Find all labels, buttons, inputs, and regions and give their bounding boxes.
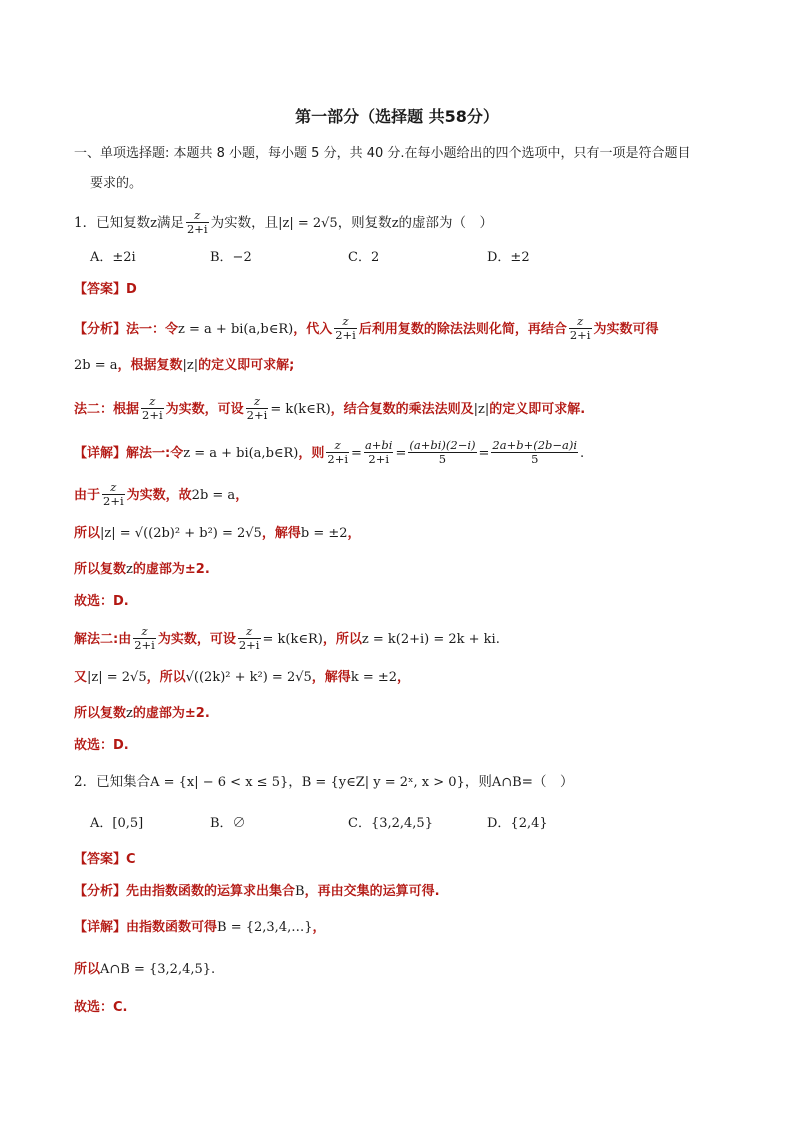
q1-detail-2c: 2b = a [191,488,236,503]
q1-ask2: 的虚部为（ ） [398,215,494,231]
q1-detail-frac2: $\frac{a+bi}{2+i}$ [364,438,393,466]
q1-m2-1e: z = k(2+i) = 2k + ki [361,632,496,647]
q2-option-d: D．{2,4} [487,816,548,831]
q1-analysis-3e: |z| [473,402,490,417]
q2-detail-a: 由指数函数可得 [126,920,218,935]
q2-analysis-tag: 【分析】 [74,884,127,899]
q2-option-b: B．∅ [210,816,246,831]
q1-detail-4b: z [126,562,133,577]
q1-detail-line2 [74,482,248,509]
q1-detail-frac1: $\frac{z}{2+i}$ [327,438,349,466]
q1-z: z [150,216,157,231]
q2-answer: 【答案】C [74,852,136,867]
q1-analysis-2b: ，根据复数 [117,358,183,373]
q2-detail2-b: A∩B = {3,2,4,5} [100,962,212,977]
q1-detail-eq3: = [478,446,490,461]
q1-detail-line3 [74,524,361,544]
q1-method2-line1 [74,626,500,653]
q1-option-a: A．±2i [90,250,136,265]
q1-option-c: C．2 [348,250,380,265]
q1-detail-line1 [74,440,584,467]
q1-analysis-2d: 的定义即可求解; [198,358,295,373]
q1-m2-2b: |z| = 2√5 [87,670,147,685]
q1-detail-eq1: = [351,446,362,461]
q1-detail-frac5: $\frac{z}{2+i}$ [103,480,124,508]
q1-detail-3d: b = ±2 [300,526,348,541]
q1-analysis-3b: 为实数，可设 [165,402,244,417]
q1-m2-1f: . [495,632,500,647]
q1-detail-3a: 所以 [74,526,101,541]
q1-option-b: B．−2 [210,250,252,265]
q2-ask: ，则 [464,774,492,790]
q1-detail-1a: 解法一:令 [126,446,184,461]
q1-m2-2e: ，解得 [311,670,351,685]
q1-pre: 1．已知复数 [74,215,151,231]
q2-option-a: A．[0,5] [90,816,144,831]
q1-detail-end: . [580,446,585,461]
q1-detail-2b: 为实数，故 [126,488,192,503]
q2-comma: ， [288,774,302,790]
q2-detail-tag: 【详解】 [74,920,127,935]
q2-detail-line1 [74,918,326,938]
q2-detail-c: ， [312,920,326,935]
q1-method2-line3 [74,704,210,724]
q1-analysis-3c: = k(k∈R) [270,402,331,417]
q1-analysis-line2 [74,356,294,376]
q1-post: 为实数，且 [210,215,279,231]
q1-analysis-3d: ，结合复数的乘法法则及 [330,402,474,417]
q1-analysis-frac3: $\frac{z}{2+i}$ [142,394,163,422]
q1-analysis-2c: |z| [182,358,199,373]
q1-detail-frac4: $\frac{2a+b+(2b-a)i}{5}$ [492,438,578,466]
q1-analysis-1b: z = a + bi(a,b∈R) [178,322,294,337]
q1-analysis-3a: 法二：根据 [74,402,140,417]
q1-analysis-1c: ，代入 [293,322,333,337]
q1-analysis-frac2: $\frac{z}{2+i}$ [569,314,591,342]
q1-m2-1b: 为实数，可设 [157,632,236,647]
q1-analysis-frac4: $\frac{z}{2+i}$ [246,394,268,422]
q1-analysis-line1 [74,316,659,343]
q1-m2-2f: k = ±2 [350,670,398,685]
q1-condition: |z| = 2√5 [278,216,338,231]
q1-analysis-2a: 2b = a [74,358,118,373]
q1-detail-4a: 所以复数 [74,562,127,577]
q2-analysis-c: ，再由交集的运算可得. [304,884,440,899]
q2-detail2-c: . [211,962,216,977]
q1-choose2: 故选：D. [74,738,129,753]
q1-detail-3b: |z| = √((2b)² + b²) = 2√5 [100,526,262,541]
q1-z2: z [391,216,399,231]
question-2 [74,772,573,793]
q1-ask: ，则复数 [337,215,392,231]
q1-m2-frac2: $\frac{z}{2+i}$ [238,624,260,652]
q1-detail-4c: 的虚部为±2. [132,562,210,577]
q2-detail-line2 [74,960,215,980]
q1-detail-2d: ， [235,488,249,503]
q1-choose: 故选：D. [74,594,129,609]
q1-analysis-tag: 【分析】 [74,322,127,337]
q1-m2-frac1: $\frac{z}{2+i}$ [134,624,155,652]
q1-detail-3e: ， [347,526,361,541]
q1-analysis-1d: 后利用复数的除法法则化简，再结合 [358,322,567,337]
q2-detail2-a: 所以 [74,962,101,977]
q1-m2-3b: z [126,706,133,721]
q2-set-a: A = {x| − 6 < x ≤ 5} [150,775,289,790]
q1-analysis-frac1: $\frac{z}{2+i}$ [335,314,356,342]
section-heading: 一、单项选择题: 本题共 8 小题，每小题 5 分，共 40 分.在每小题给出的四个选项中，只有一项是符合题目 [74,146,691,161]
q1-m2-1d: ，所以 [322,632,362,647]
q1-m2-1a: 解法二:由 [74,632,132,647]
q1-detail-frac3: $\frac{(a+bi)(2-i)}{5}$ [409,438,476,466]
q1-detail-1b: z = a + bi(a,b∈R) [183,446,299,461]
q1-analysis-line3 [74,396,585,423]
q2-option-c: C．{3,2,4,5} [348,816,433,831]
q1-detail-3c: ，解得 [261,526,301,541]
q1-analysis-3f: 的定义即可求解. [489,402,586,417]
q1-option-d: D．±2 [487,250,530,265]
q1-detail-2a: 由于 [74,488,101,503]
q1-fraction: $\frac{z}{2+i}$ [186,208,208,236]
q1-detail-1c: ，则 [298,446,325,461]
section-heading-cont: 要求的。 [90,176,143,191]
q1-m2-3c: 的虚部为±2. [132,706,210,721]
q1-m2-3a: 所以复数 [74,706,127,721]
q1-m2-2d: √((2k)² + k²) = 2√5 [185,670,312,685]
q2-analysis-a: 先由指数函数的运算求出集合 [126,884,296,899]
q2-set-b: B = {y∈Z| y = 2ˣ, x > 0} [301,775,465,790]
q2-analysis-b: B [295,884,305,899]
q2-choose: 故选：C. [74,1000,128,1015]
q1-m2-2c: ，所以 [146,670,186,685]
q1-detail-tag: 【详解】 [74,446,127,461]
q1-analysis-1a: 法一：令 [126,322,179,337]
q1-detail-eq2: = [395,446,407,461]
q2-detail-b: B = {2,3,4,…} [217,920,313,935]
page-title: 第一部分（选择题 共58分） [295,107,499,126]
q1-satisfy: 满足 [156,215,184,231]
q1-analysis-1e: 为实数可得 [593,322,659,337]
q1-method2-line2 [74,668,410,688]
q1-detail-line4 [74,560,210,580]
q2-analysis [74,882,440,902]
q2-pre: 2．已知集合 [74,774,151,790]
q1-answer: 【答案】D [74,282,137,297]
q1-m2-2a: 又 [74,670,88,685]
q1-m2-2g: ， [397,670,411,685]
q2-ask3: =（ ） [521,774,574,790]
q1-m2-1c: = k(k∈R) [262,632,323,647]
q2-ask2: A∩B [491,775,522,790]
question-1 [74,210,493,237]
